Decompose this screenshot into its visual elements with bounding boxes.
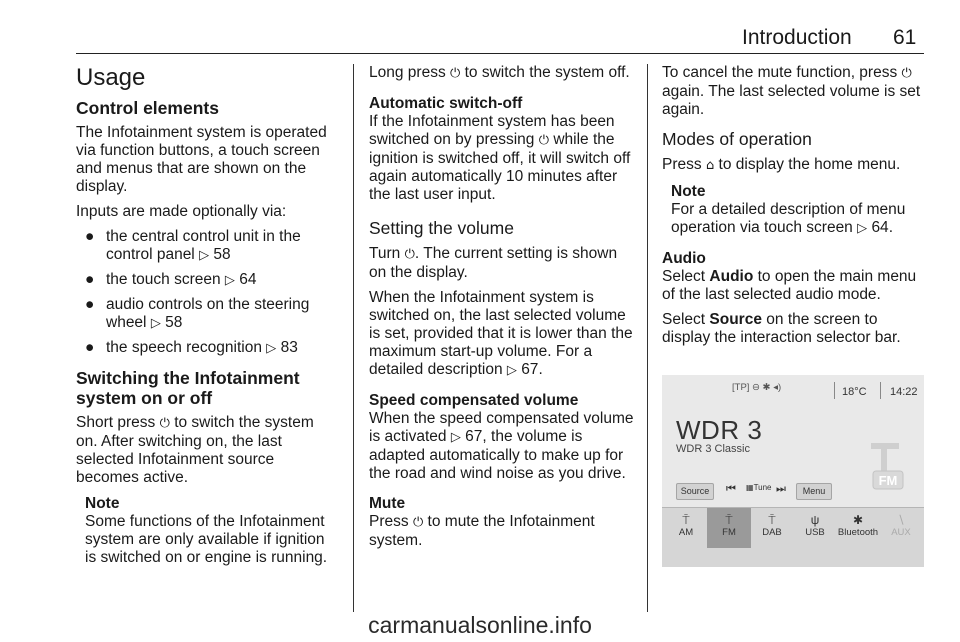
paragraph-audio: Select Audio to open the main menu of the last selected audio mode.	[662, 268, 917, 303]
fm-logo-text: FM	[878, 473, 898, 488]
note-box	[671, 183, 927, 238]
status-divider	[834, 382, 835, 399]
antenna-icon: ⍑	[768, 513, 776, 527]
paragraph-speed-volume: When the speed compensated volume is activated ▷ 67, the volume is adapted automatically to make up for the road and wind noise as you drive.	[369, 410, 634, 482]
heading-modes: Modes of operation	[662, 129, 812, 149]
heading-auto-switch-off: Automatic switch-off	[369, 95, 523, 112]
page-ref-icon: ▷	[150, 316, 161, 331]
list-item: ● the touch screen ▷ 64	[85, 271, 257, 288]
power-icon: ⏻	[538, 133, 550, 148]
paragraph-long-press: Long press ⏻ to switch the system off.	[369, 64, 630, 81]
antenna-icon: ⍑	[725, 513, 733, 527]
page-number: 61	[893, 26, 917, 49]
input-list	[76, 228, 338, 358]
tab-usb[interactable]: ψ USB	[793, 508, 837, 548]
source-button[interactable]: Source	[676, 483, 714, 500]
list-item: ● the central control unit in the control panel ▷ 58	[85, 228, 301, 263]
power-icon: ⏻	[901, 66, 912, 81]
aux-icon: ∖	[897, 513, 905, 527]
home-icon: ⌂	[705, 158, 715, 173]
status-icons: [TP] ⊖ ✱ ◂)	[732, 382, 782, 393]
infotainment-screen-illustration	[662, 375, 924, 567]
tune-icon: ▦	[746, 483, 754, 492]
power-icon: ⏻	[412, 515, 424, 530]
column-2	[369, 64, 634, 557]
column-divider-2	[647, 64, 648, 612]
paragraph-mute: Press ⏻ to mute the Infotainment system.	[369, 513, 595, 549]
fm-logo-icon	[857, 435, 917, 495]
paragraph-cancel-mute: To cancel the mute function, press ⏻ again. The last selected volume is set again.	[662, 64, 921, 118]
tab-dab[interactable]: ⍑ DAB	[750, 508, 794, 548]
heading-audio: Audio	[662, 250, 706, 267]
tab-aux[interactable]: ∖ AUX	[879, 508, 923, 548]
heading-control-elements: Control elements	[76, 98, 219, 118]
page-ref-icon: ▷	[450, 430, 461, 445]
heading-switching: Switching the Infotainment system on or off	[76, 368, 300, 408]
menu-button[interactable]: Menu	[796, 483, 832, 500]
power-icon: ⏻	[404, 247, 415, 262]
tab-fm[interactable]: ⍑ FM	[707, 508, 751, 548]
tune-button[interactable]: ▦Tune	[746, 483, 772, 492]
tab-am[interactable]: ⍑ AM	[664, 508, 708, 548]
temperature-readout: 18°C	[842, 386, 867, 398]
paragraph-short-press: Short press ⏻ to switch the system on. After switching on, the last selected Infotainment source becomes active.	[76, 414, 314, 486]
paragraph-home-menu: Press ⌂ to display the home menu.	[662, 156, 901, 173]
watermark: carmanualsonline.info	[368, 612, 592, 638]
clock-readout: 14:22	[890, 386, 918, 398]
column-1	[76, 64, 338, 575]
source-tab-bar	[662, 507, 924, 567]
heading-speed-volume: Speed compensated volume	[369, 392, 579, 409]
paragraph-auto-switch-off: If the Infotainment system has been switched on by pressing ⏻ while the ignition is switched off, it will switch off again automatically 10 minutes after the last user input.	[369, 113, 631, 203]
power-icon: ⏻	[450, 66, 461, 81]
page-ref-icon: ▷	[199, 248, 210, 263]
header-rule	[76, 53, 924, 54]
paragraph-inputs: Inputs are made optionally via:	[76, 203, 287, 220]
note-box	[85, 495, 338, 567]
column-3	[662, 64, 927, 354]
list-item: ● audio controls on the steering wheel ▷ 58	[85, 296, 310, 331]
program-name: WDR 3 Classic	[676, 443, 750, 455]
page-ref-icon: ▷	[224, 273, 235, 288]
section-title: Usage	[76, 64, 146, 91]
note-text: Some functions of the Infotainment system are only available if ignition is switched on or engine is running.	[85, 513, 328, 566]
heading-volume: Setting the volume	[369, 218, 514, 238]
tab-bluetooth[interactable]: ✱ Bluetooth	[837, 513, 879, 538]
paragraph-startup-volume: When the Infotainment system is switched on, the last selected volume is set, provided that it is lower than the maximum start-up volume. For a detailed description ▷ 67.	[369, 289, 633, 378]
note-title: Note	[85, 495, 120, 512]
paragraph-control: The Infotainment system is operated via function buttons, a touch screen and menus that are shown on the display.	[76, 124, 327, 195]
column-divider-1	[353, 64, 354, 612]
next-track-icon[interactable]: ⏭	[776, 483, 786, 495]
header-title: Introduction	[742, 26, 852, 49]
heading-mute: Mute	[369, 495, 406, 512]
page-ref-icon: ▷	[506, 363, 517, 378]
list-item: ● the speech recognition ▷ 83	[85, 339, 298, 356]
note-text: For a detailed description of menu operation via touch screen ▷ 64.	[671, 201, 906, 236]
paragraph-turn: Turn ⏻. The current setting is shown on the display.	[369, 245, 618, 281]
station-name: WDR 3	[676, 415, 763, 445]
page-ref-icon: ▷	[266, 341, 277, 356]
note-title: Note	[671, 183, 706, 200]
usb-icon: ψ	[810, 513, 820, 527]
bluetooth-icon: ✱	[852, 513, 864, 527]
antenna-icon: ⍑	[682, 513, 690, 527]
page-ref-icon: ▷	[857, 221, 868, 236]
paragraph-source: Select Source on the screen to display the interaction selector bar.	[662, 311, 901, 346]
status-divider	[880, 382, 881, 399]
previous-track-icon[interactable]: ⏮	[726, 483, 736, 495]
power-icon: ⏻	[159, 416, 170, 431]
